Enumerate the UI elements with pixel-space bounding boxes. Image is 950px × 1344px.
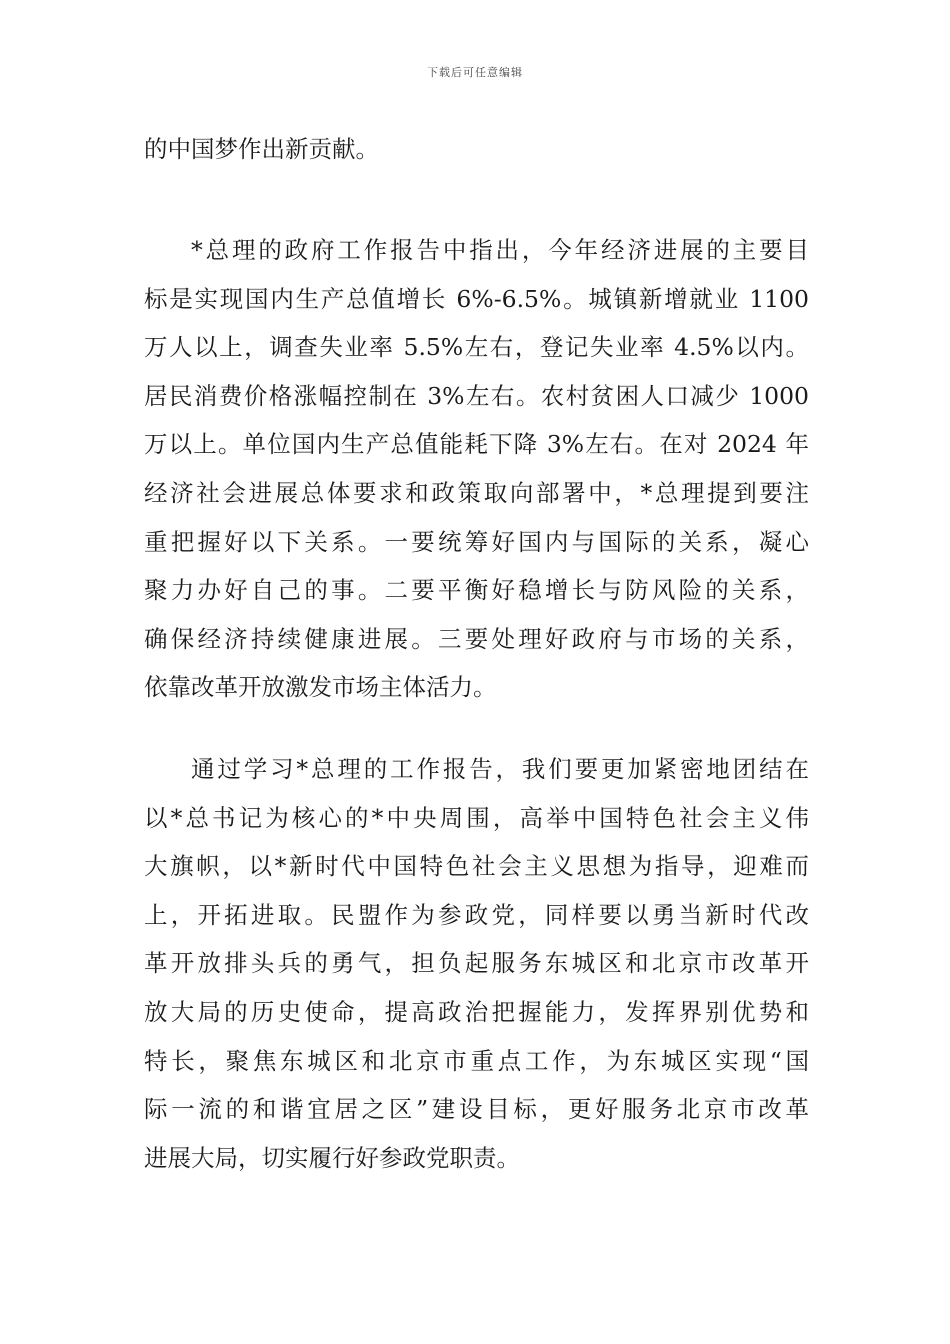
paragraph-line: 革开放排头兵的勇气，担负起服务东城区和北京市改革开 bbox=[144, 949, 809, 978]
paragraph-line: 聚力办好自己的事。二要平衡好稳增长与防风险的关系， bbox=[144, 576, 809, 605]
paragraph-line: 特长，聚焦东城区和北京市重点工作，为东城区实现“国 bbox=[144, 1046, 809, 1075]
paragraph-line: *总理的政府工作报告中指出，今年经济进展的主要目 bbox=[191, 236, 809, 264]
paragraph-line: 以*总书记为核心的*中央周围，高举中国特色社会主义伟 bbox=[144, 803, 809, 832]
paragraph-line: 经济社会进展总体要求和政策取向部署中，*总理提到要注 bbox=[144, 478, 809, 507]
paragraph-line: 确保经济持续健康进展。三要处理好政府与市场的关系， bbox=[144, 624, 809, 653]
page-header: 下载后可任意编辑 bbox=[427, 66, 523, 79]
paragraph-2 bbox=[144, 226, 809, 712]
paragraph-line: 进展大局，切实履行好参政党职责。 bbox=[144, 1143, 520, 1172]
paragraph-line: 居民消费价格涨幅控制在 3%左右。农村贫困人口减少 1000 bbox=[144, 381, 809, 410]
paragraph-line: 重把握好以下关系。一要统筹好国内与国际的关系，凝心 bbox=[144, 527, 809, 556]
paragraph-line: 依靠改革开放激发市场主体活力。 bbox=[144, 673, 497, 702]
paragraph-line: 通过学习*总理的工作报告，我们要更加紧密地团结在 bbox=[191, 755, 809, 783]
paragraph-line: 际一流的和谐宜居之区”建设目标，更好服务北京市改革 bbox=[144, 1095, 809, 1124]
paragraph-line: 万人以上，调查失业率 5.5%左右，登记失业率 4.5%以内。 bbox=[144, 333, 809, 362]
paragraph-line: 的中国梦作出新贡献。 bbox=[144, 135, 379, 163]
paragraph-1 bbox=[144, 125, 809, 174]
paragraph-3 bbox=[144, 745, 809, 1182]
paragraph-line: 标是实现国内生产总值增长 6%-6.5%。城镇新增就业 1100 bbox=[144, 284, 809, 313]
paragraph-line: 大旗帜，以*新时代中国特色社会主义思想为指导，迎难而 bbox=[144, 852, 809, 881]
paragraph-line: 上，开拓进取。民盟作为参政党，同样要以勇当新时代改 bbox=[144, 900, 809, 929]
paragraph-line: 放大局的历史使命，提高政治把握能力，发挥界别优势和 bbox=[144, 997, 809, 1026]
paragraph-line: 万以上。单位国内生产总值能耗下降 3%左右。在对 2024 年 bbox=[144, 430, 809, 459]
